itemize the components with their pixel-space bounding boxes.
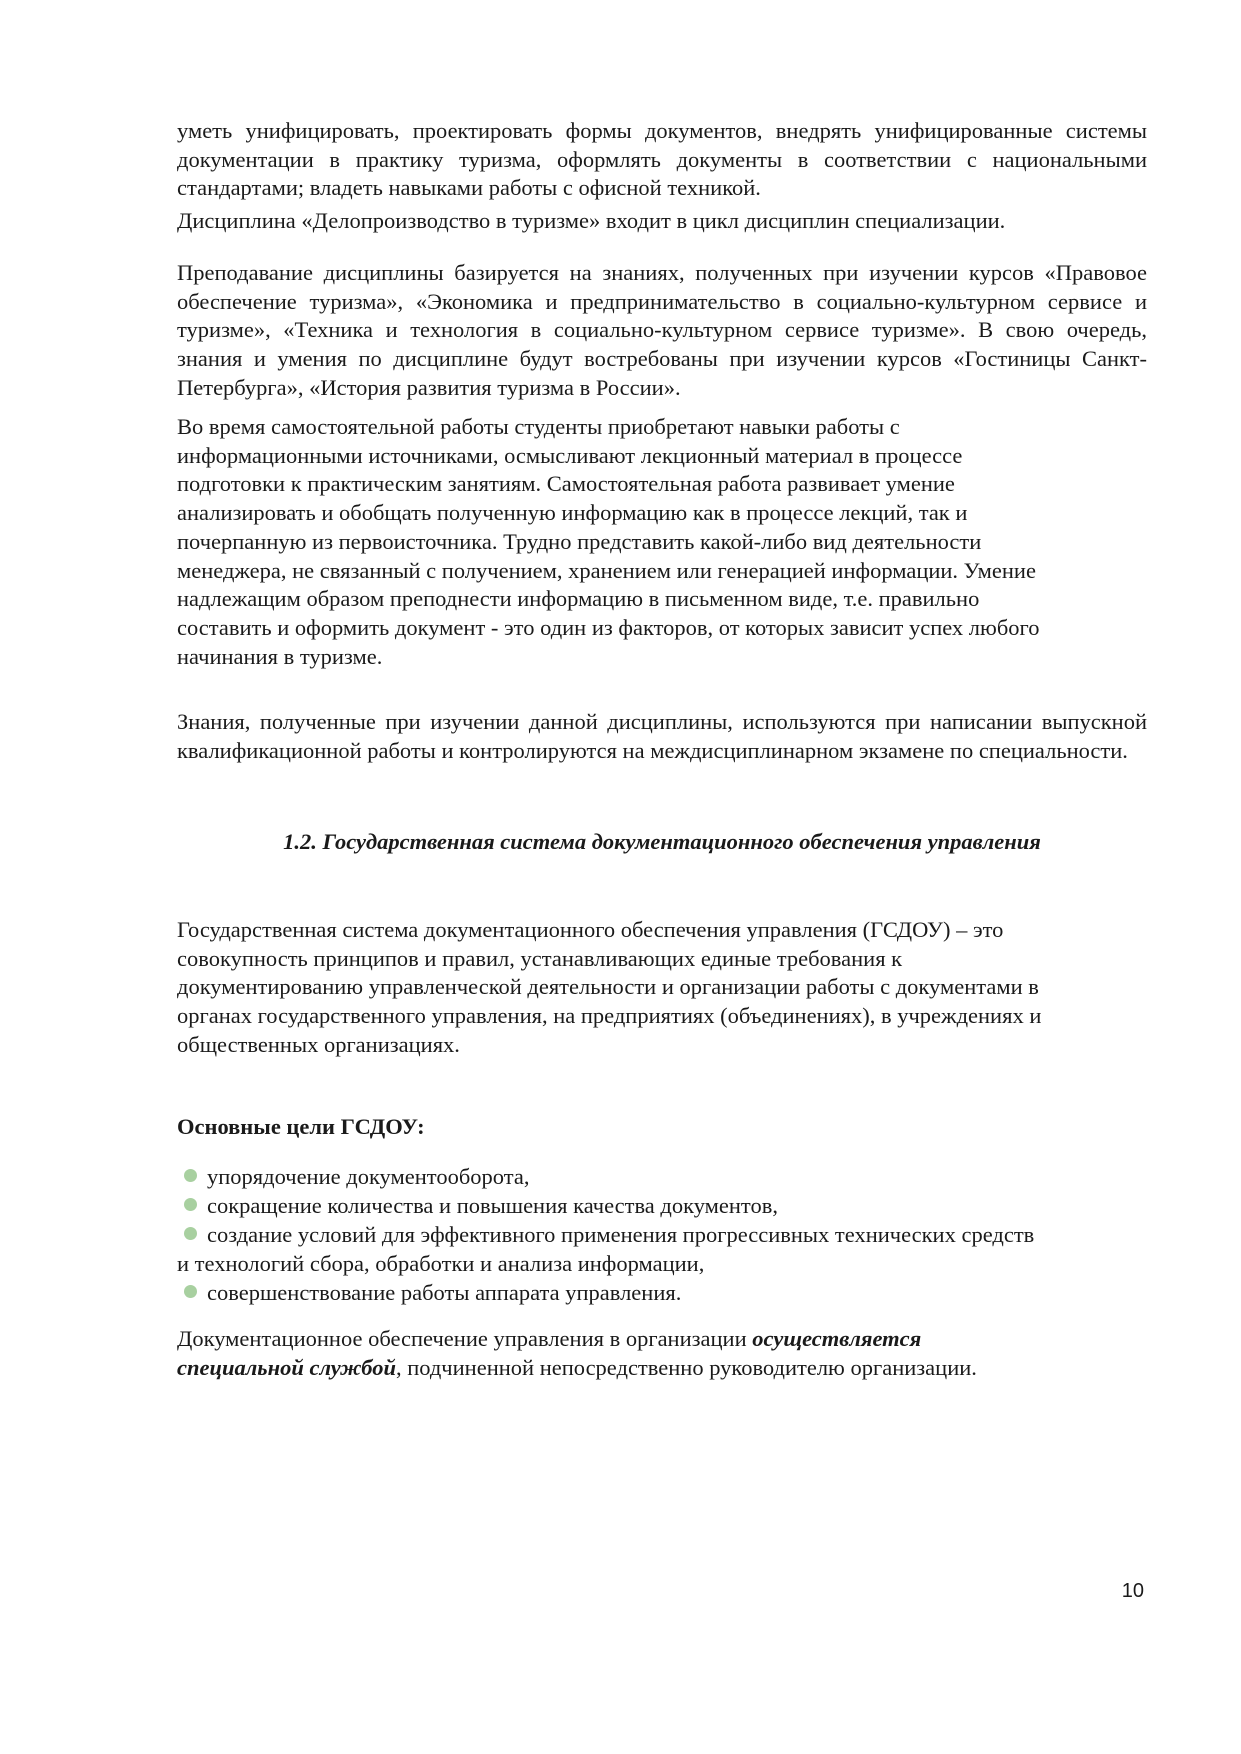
bullet-dot-icon — [184, 1285, 197, 1298]
list-item-text: сокращение количества и повышения качества документов, — [207, 1193, 778, 1218]
list-item-text: совершенствование работы аппарата управления. — [207, 1280, 682, 1305]
section-heading: 1.2. Государственная система документационного обеспечения управления — [283, 829, 1041, 854]
goals-title: Основные цели ГСДОУ: — [177, 1114, 425, 1139]
closing-text-after: , подчиненной непосредственно руководителю организации. — [395, 1354, 977, 1380]
text-line: почерпанную из первоисточника. Трудно представить какой-либо вид деятельности — [177, 528, 982, 554]
paragraph-self-study — [177, 413, 1147, 671]
paragraph-closing — [177, 1325, 1147, 1382]
closing-emphasis-2: специальной службой — [177, 1354, 396, 1380]
paragraph-knowledge-usage: Знания, полученные при изучении данной дисциплины, используются при написании выпускной квалификационной работы и контролируются на междисциплинарном экзамене по специальности. — [177, 709, 1147, 763]
text-line: подготовки к практическим занятиям. Самостоятельная работа развивает умение — [177, 471, 955, 497]
closing-emphasis-1: осуществляется — [752, 1326, 922, 1351]
list-item — [177, 1220, 1147, 1278]
text-line: надлежащим образом преподнести информацию в письменном виде, т.е. правильно — [177, 586, 980, 612]
list-item — [177, 1191, 1147, 1220]
text-line: общественных организациях. — [177, 1031, 460, 1057]
list-item — [177, 1278, 1147, 1307]
bullet-dot-icon — [184, 1198, 197, 1211]
text-line — [177, 1325, 1147, 1354]
bullet-dot-icon — [184, 1227, 197, 1240]
text-line: Во время самостоятельной работы студенты приобретают навыки работы с — [177, 414, 900, 439]
text-line: менеджера, не связанный с получением, хранением или генерацией информации. Умение — [177, 557, 1036, 583]
goals-list — [177, 1162, 1147, 1307]
list-item-continuation: и технологий сбора, обработки и анализа информации, — [177, 1251, 705, 1276]
text-line — [177, 1354, 1147, 1383]
list-item-text: создание условий для эффективного применения прогрессивных технических средств — [207, 1222, 1035, 1247]
paragraph-gsdou-definition — [177, 916, 1147, 1060]
bullet-dot-icon — [184, 1169, 197, 1182]
text-line: документированию управленческой деятельности и организации работы с документами в — [177, 974, 1039, 1000]
text-line: органах государственного управления, на предприятиях (объединениях), в учреждениях и — [177, 1003, 1042, 1029]
text-line: совокупность принципов и правил, устанавливающих единые требования к — [177, 945, 903, 971]
list-item-text: упорядочение документооборота, — [207, 1164, 530, 1189]
paragraph-skills: уметь унифицировать, проектировать формы документов, внедрять унифицированные системы документации в практику туризма, оформлять документы в соответствии с национальными стандартами; владеть навыками работы с офисной техникой. — [177, 118, 1147, 201]
text-line: информационными источниками, осмысливают лекционный материал в процессе — [177, 442, 963, 468]
text-line: составить и оформить документ - это один из факторов, от которых зависит успех любого — [177, 614, 1040, 640]
text-line: Государственная система документационного обеспечения управления (ГСДОУ) – это — [177, 917, 1004, 942]
paragraph-prerequisites: Преподавание дисциплины базируется на знаниях, полученных при изучении курсов «Правовое обеспечение туризма», «Экономика и предпринимательство в социально-культурном сервисе и туризме», «Техника и технология в социально-культурном сервисе туризме». В свою очередь, знания и умения по дисциплине будут востребованы при изучении курсов «Гостиницы Санкт-Петербурга», «История развития туризма в России». — [177, 260, 1147, 400]
list-item — [177, 1162, 1147, 1191]
page-number: 10 — [1121, 1580, 1144, 1602]
paragraph-discipline-cycle: Дисциплина «Делопроизводство в туризме» входит в цикл дисциплин специализации. — [177, 208, 1006, 233]
closing-text-before: Документационное обеспечение управления в организации — [177, 1326, 753, 1351]
text-line: анализировать и обобщать полученную информацию как в процессе лекций, так и — [177, 500, 968, 526]
text-line: начинания в туризме. — [177, 643, 383, 669]
